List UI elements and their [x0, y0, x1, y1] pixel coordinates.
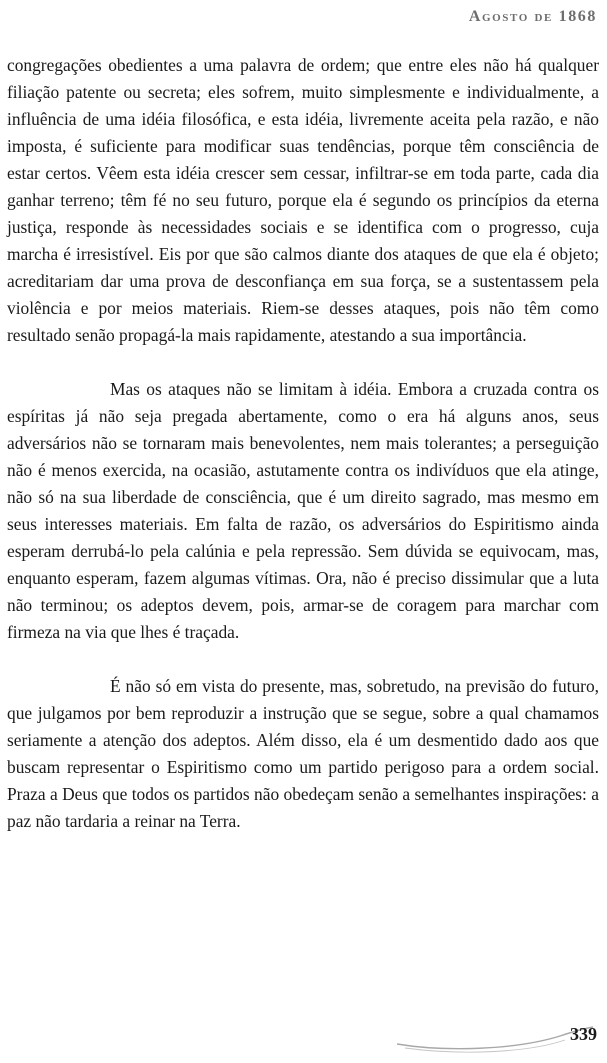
running-header: Agosto de 1868 [468, 8, 597, 25]
page-body [7, 52, 599, 835]
paragraph-continued: congregações obedientes a uma palavra de ordem; que entre eles não há qualquer filiação patente ou secreta; eles sofrem, muito simplesmente e individualmente, a influência de uma idéia filosófica, e esta idéia, livremente aceita pela razão, e não imposta, é suficiente para modificar suas tendências, porque têm consciência de estar certos. Vêem esta idéia crescer sem cessar, infiltrar-se em toda parte, cada dia ganhar terreno; têm fé no seu futuro, porque ela é segundo os princípios da eterna justiça, responde às necessidades sociais e se identifica com o progresso, cuja marcha é irresistível. Eis por que são calmos diante dos ataques de que ela é objeto; acreditariam dar uma prova de desconfiança em sua força, se a sustentassem pela violência e por meios materiais. Riem-se desses ataques, pois não têm como resultado senão propagá-la mais rapidamente, atestando a sua importância. [7, 55, 599, 345]
paragraph-attacks: Mas os ataques não se limitam à idéia. Embora a cruzada contra os espíritas já não seja pregada abertamente, como o era há alguns anos, seus adversários não se tornaram mais benevolentes, nem mais tolerantes; a perseguição não é menos exercida, na ocasião, astutamente contra os indivíduos que ela atinge, não só na sua liberdade de consciência, que é um direito sagrado, mas mesmo em seus interesses materiais. Em falta de razão, os adversários do Espiritismo ainda esperam derrubá-lo pela calúnia e pela repressão. Sem dúvida se equivocam, mas, enquanto esperam, fazem algumas vítimas. Ora, não é preciso dissimular que a luta não terminou; os adeptos devem, pois, armar-se de coragem para marchar com firmeza na via que lhes é traçada. [7, 379, 599, 642]
swoosh-ornament-icon [395, 1022, 595, 1056]
page-number: 339 [570, 1024, 597, 1044]
paragraph-instruction: É não só em vista do presente, mas, sobretudo, na previsão do futuro, que julgamos por bem reproduzir a instrução que se segue, sobre a qual chamamos seriamente a atenção dos adeptos. Além disso, ela é um desmentido dado aos que buscam representar o Espiritismo como um partido perigoso para a ordem social. Praza a Deus que todos os partidos não obedeçam senão a semelhantes inspirações: a paz não tardaria a reinar na Terra. [7, 676, 599, 831]
